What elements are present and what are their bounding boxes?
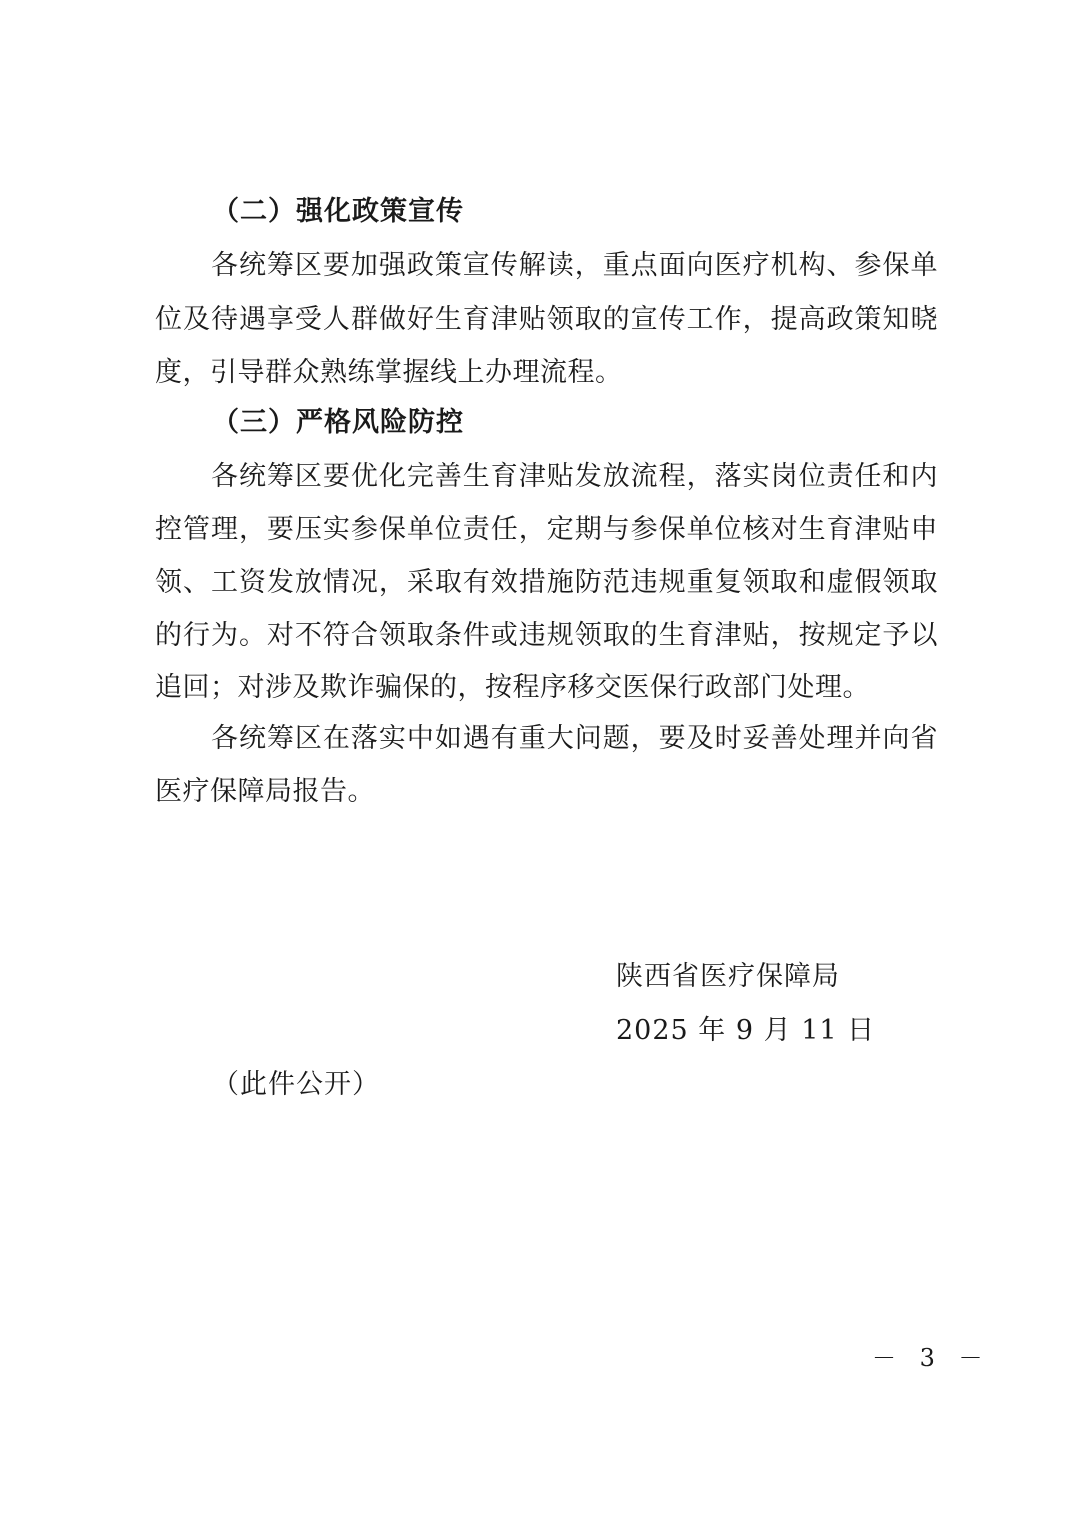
signature-date: 2025 年 9 月 11 日 — [616, 1015, 876, 1046]
section-heading-3: （三）严格风险防控 — [212, 407, 464, 438]
disclosure-note: （此件公开） — [212, 1069, 380, 1100]
paragraph-line: 领、工资发放情况，采取有效措施防范违规重复领取和虚假领取 — [155, 567, 938, 598]
signature-organization: 陕西省医疗保障局 — [616, 961, 840, 992]
paragraph-line: 度，引导群众熟练掌握线上办理流程。 — [155, 357, 623, 388]
paragraph-line: 追回；对涉及欺诈骗保的，按程序移交医保行政部门处理。 — [155, 672, 870, 703]
page-number: － 3 － — [872, 1344, 991, 1372]
section-heading-2: （二）强化政策宣传 — [212, 196, 464, 227]
paragraph-line: 各统筹区要加强政策宣传解读，重点面向医疗机构、参保单 — [155, 250, 938, 281]
paragraph-line: 位及待遇享受人群做好生育津贴领取的宣传工作，提高政策知晓 — [155, 304, 938, 335]
paragraph-line: 医疗保障局报告。 — [155, 776, 375, 807]
paragraph-line: 各统筹区在落实中如遇有重大问题，要及时妥善处理并向省 — [155, 723, 938, 754]
paragraph-line: 各统筹区要优化完善生育津贴发放流程，落实岗位责任和内 — [155, 461, 938, 492]
paragraph-line: 控管理，要压实参保单位责任，定期与参保单位核对生育津贴申 — [155, 514, 938, 545]
paragraph-line: 的行为。对不符合领取条件或违规领取的生育津贴，按规定予以 — [155, 620, 938, 651]
